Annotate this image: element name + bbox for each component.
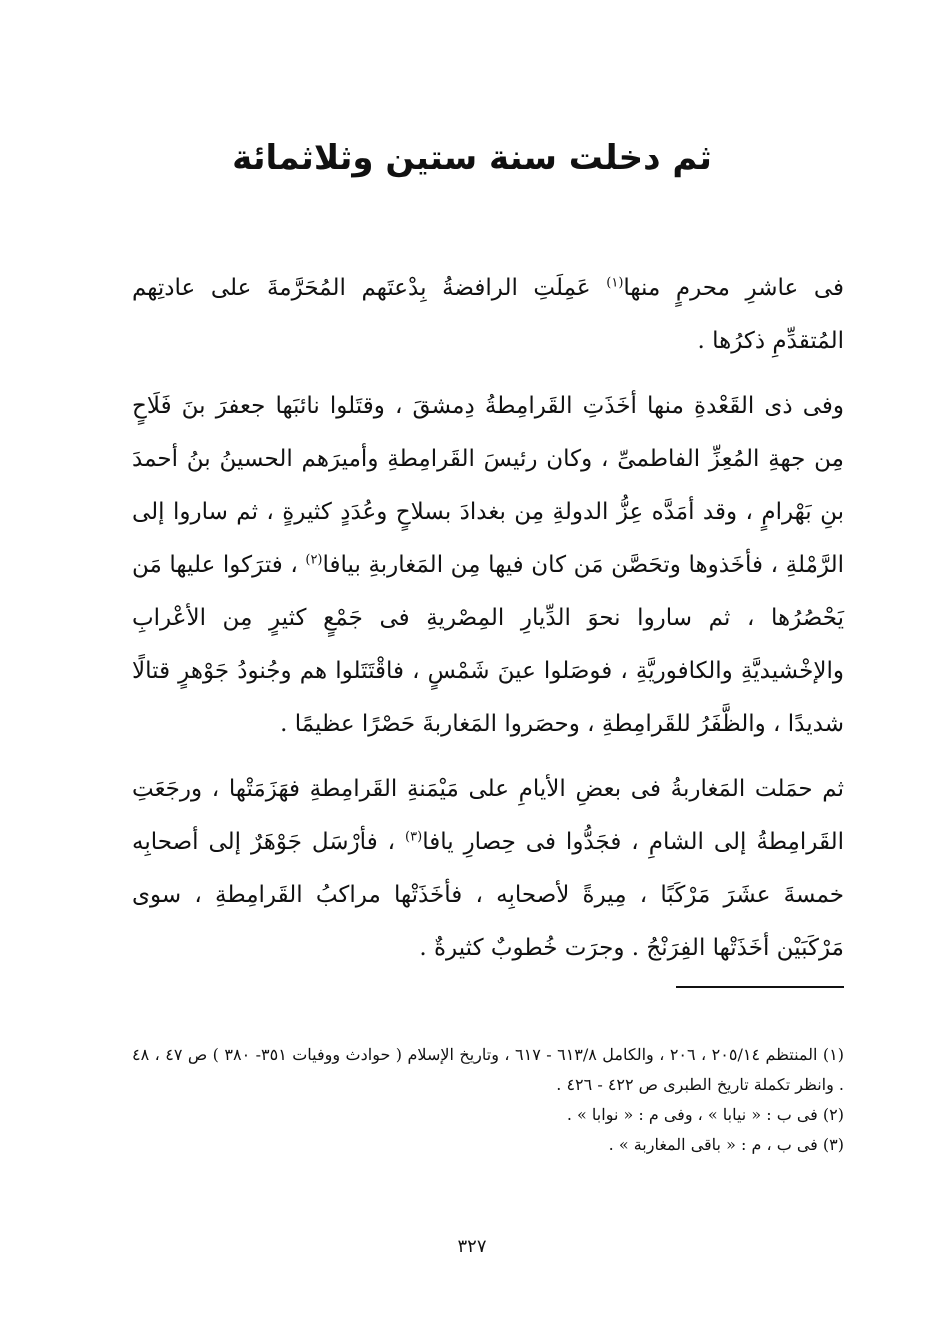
main-text — [132, 262, 844, 975]
footnote-separator — [676, 986, 844, 988]
footnote-2: (٢) فى ب : « نيابا » ، وفى م : « نوابا » . — [566, 1105, 844, 1124]
footnote-ref-2: (٢) — [305, 552, 323, 568]
footnote-ref-3: (٣) — [405, 829, 423, 845]
paragraph-2-text-a: وفى ذى القَعْدةِ منها أخَذَتِ القَرامِطةُ دِمشقَ ، وقتَلوا نائبَها جعفرَ بنَ فَلَاحٍ مِن جهةِ المُعِزِّ الفاطمىِّ ، وكان رئيسَ القَرامِطةِ وأميرَهم الحسينُ بنُ أحمدَ بنِ بَهْرامٍ ، وقد أمَدَّه عِزُّ الدولةِ مِن بغدادَ بسلاحٍ وعُدَدٍ كثيرةٍ ، ثم ساروا إلى الرَّمْلةِ ، فأخَذوها وتحَصَّن مَن كان فيها مِن المَغاربةِ بيافا — [132, 393, 844, 578]
paragraph-3-text-a: ثم حمَلت المَغاربةُ فى بعضِ الأيامِ على مَيْمَنةِ القَرامِطةِ فهَزَمَتْها ، ورجَعَتِ القَرامِطةُ إلى الشامِ ، فجَدُّوا فى حِصارِ يافا — [132, 776, 844, 855]
paragraph-1-text-a: فى عاشرِ محرمٍ منها — [623, 275, 844, 301]
footnote-3: (٣) فى ب ، م : « باقى المغاربة » . — [608, 1135, 844, 1154]
paragraph-2-text-b: ، فترَكوا عليها مَن يَحْصُرُها ، ثم ساروا نحوَ الدِّيارِ المِصْريةِ فى جَمْعٍ كثيرٍ مِن الأعْرابِ والإخْشيديَّةِ والكافوريَّةِ ، فوصَلوا عينَ شَمْسٍ ، فاقْتَتَلوا هم وجُنودُ جَوْهرٍ قتالًا شديدًا ، والظَّفَرُ للقَرامِطةِ ، وحصَروا المَغاربةَ حَصْرًا عظيمًا . — [132, 552, 844, 737]
paragraph-1-text-b: عَمِلَتِ الرافضةُ بِدْعتَهم المُحَرَّمةَ على عادتِهم المُتقدِّمِ ذكرُها . — [132, 275, 844, 354]
paragraph-3-text-b: ، فأرْسَل جَوْهَرٌ إلى أصحابِه خمسةَ عشَرَ مَرْكَبًا ، مِيرةً لأصحابِه ، فأخَذَتْها مراكبُ القَرامِطةِ ، سوى مَرْكَبَيْن أخَذَتْها الفِرَنْجُ . وجرَت خُطوبٌ كثيرةٌ . — [132, 829, 844, 961]
footnotes — [132, 1040, 844, 1160]
paragraph-1 — [132, 262, 844, 368]
chapter-title: ثم دخلت سنة ستين وثلاثمائة — [232, 138, 712, 178]
paragraph-2 — [132, 380, 844, 751]
page-number: ٣٢٧ — [457, 1236, 487, 1257]
footnote-ref-1: (١) — [606, 275, 624, 291]
footnote-1: (١) المنتظم ٢٠٥/١٤ ، ٢٠٦ ، والكامل ٦١٣/٨ - ٦١٧ ، وتاريخ الإسلام ( حوادث ووفيات ٣٥١- ٣٨٠ ) ص ٤٧ ، ٤٨ . وانظر تكملة تاريخ الطبرى ص ٤٢٢ - ٤٢٦ . — [132, 1045, 845, 1094]
paragraph-3 — [132, 763, 844, 975]
